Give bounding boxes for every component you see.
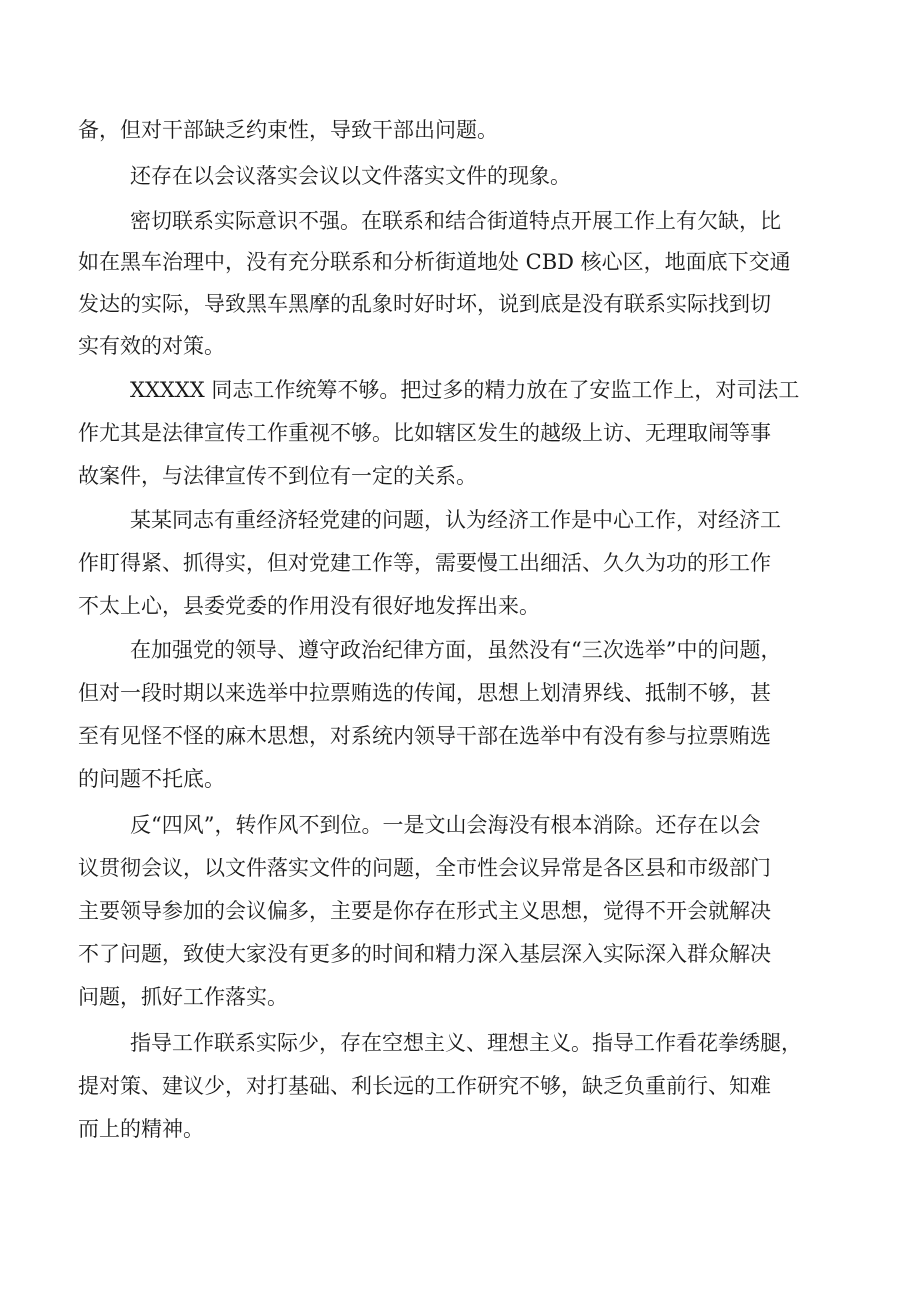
paragraph-3-line-4: 实有效的对策。 — [78, 334, 225, 358]
paragraph-3-line-1: 密切联系实际意识不强。在联系和结合街道特点开展工作上有欠缺，比 — [130, 209, 781, 233]
paragraph-6-line-2: 但对一段时期以来选举中拉票贿选的传闻，思想上划清界线、抵制不够，甚 — [78, 681, 771, 705]
paragraph-7-line-1: 反“四风”，转作风不到位。一是文山会海没有根本消除。还存在以会 — [130, 813, 761, 837]
paragraph-3-line-2: 如在黑车治理中，没有充分联系和分析街道地处 CBD 核心区，地面底下交通 — [78, 250, 791, 274]
paragraph-6-line-1: 在加强党的领导、遵守政治纪律方面，虽然没有“三次选举”中的问题， — [130, 638, 782, 662]
paragraph-4-line-3: 故案件，与法律宣传不到位有一定的关系。 — [78, 464, 477, 488]
paragraph-7-line-4: 不了问题，致使大家没有更多的时间和精力深入基层深入实际深入群众解决 — [78, 942, 771, 966]
paragraph-5-line-3: 不太上心，县委党委的作用没有很好地发挥出来。 — [78, 594, 540, 618]
paragraph-7-line-5: 问题，抓好工作落实。 — [78, 985, 288, 1009]
paragraph-6-line-4: 的问题不托底。 — [78, 767, 225, 791]
paragraph-5-line-2: 作盯得紧、抓得实，但对党建工作等，需要慢工出细活、久久为功的形工作 — [78, 551, 771, 575]
paragraph-8-line-2: 提对策、建议少，对打基础、利长远的工作研究不够，缺乏负重前行、知难 — [78, 1074, 771, 1098]
paragraph-2-line-1: 还存在以会议落实会议以文件落实文件的现象。 — [130, 164, 571, 188]
paragraph-7-line-3: 主要领导参加的会议偏多，主要是你存在形式主义思想，觉得不开会就解决 — [78, 899, 771, 923]
paragraph-8-line-1: 指导工作联系实际少，存在空想主义、理想主义。指导工作看花拳绣腿， — [130, 1031, 802, 1055]
paragraph-4-line-2: 作尤其是法律宣传工作重视不够。比如辖区发生的越级上访、无理取闹等事 — [78, 421, 771, 445]
paragraph-3-line-3: 发达的实际，导致黑车黑摩的乱象时好时坏，说到底是没有联系实际找到切 — [78, 292, 771, 316]
paragraph-5-line-1: 某某同志有重经济轻党建的问题，认为经济工作是中心工作，对经济工 — [130, 508, 781, 532]
paragraph-6-line-3: 至有见怪不怪的麻木思想，对系统内领导干部在选举中有没有参与拉票贿选 — [78, 724, 771, 748]
paragraph-1-line-1: 备，但对干部缺乏约束性，导致干部出问题。 — [78, 118, 498, 142]
paragraph-4-line-1: XXXXX 同志工作统筹不够。把过多的精力放在了安监工作上，对司法工 — [130, 378, 800, 402]
paragraph-7-line-2: 议贯彻会议，以文件落实文件的问题，全市性会议异常是各区县和市级部门 — [78, 856, 771, 880]
paragraph-8-line-3: 而上的精神。 — [78, 1117, 204, 1141]
